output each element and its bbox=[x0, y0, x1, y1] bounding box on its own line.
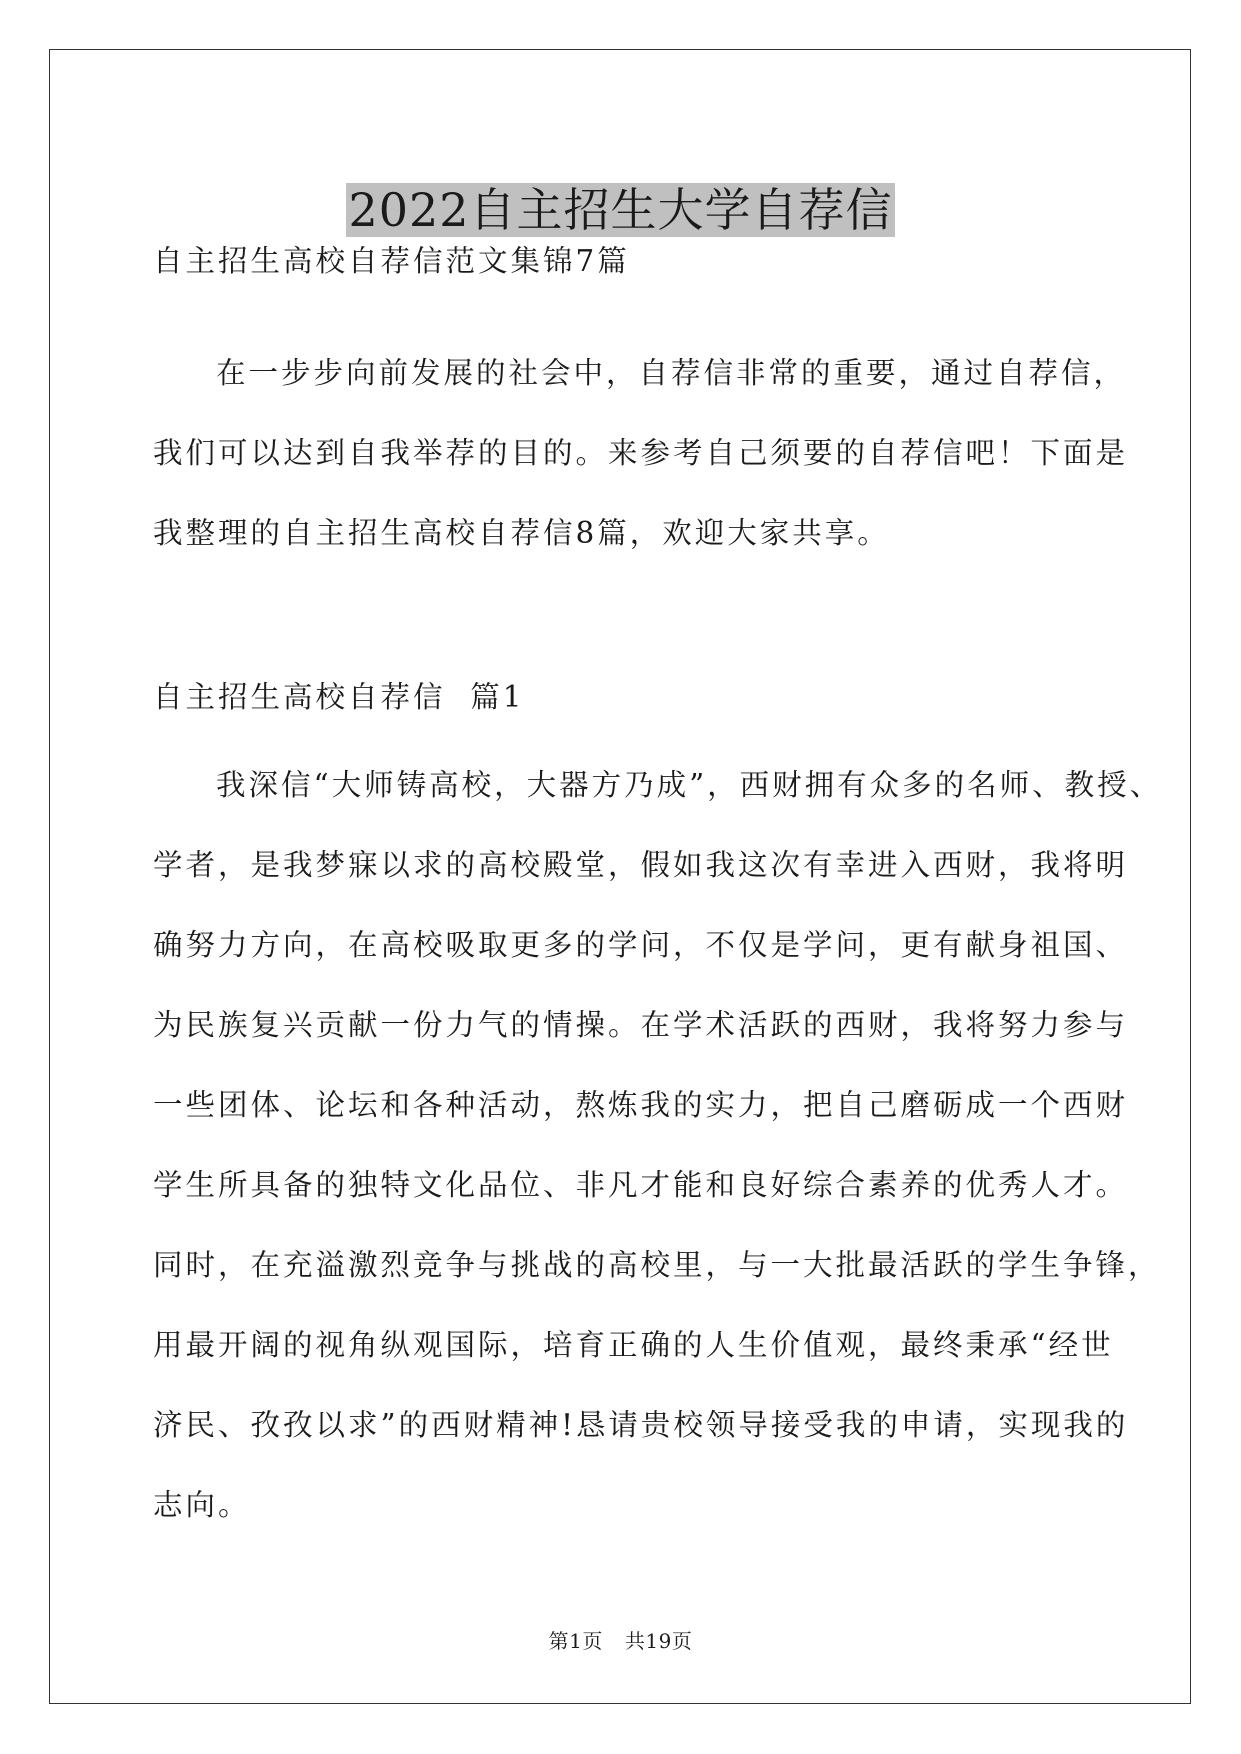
body-line: 确努力方向，在高校吸取更多的学问，不仅是学问，更有献身祖国、 bbox=[153, 928, 1129, 962]
section-heading-text: 自主招生高校自荐信 篇1 bbox=[153, 680, 525, 714]
document-title-text: 2022自主招生大学自荐信 bbox=[348, 182, 893, 237]
body-line: 学者，是我梦寐以求的高校殿堂，假如我这次有幸进入西财，我将明 bbox=[153, 848, 1129, 882]
document-subtitle bbox=[153, 221, 1103, 301]
body-line: 我深信“大师铸高校，大器方乃成”，西财拥有众多的名师、教授、 bbox=[216, 768, 1163, 802]
subtitle-line: 自主招生高校自荐信范文集锦7篇 bbox=[153, 244, 630, 278]
intro-paragraph bbox=[153, 333, 1129, 573]
intro-line: 在一步步向前发展的社会中，自荐信非常的重要，通过自荐信， bbox=[216, 356, 1127, 390]
page-number: 第1页 bbox=[548, 1629, 603, 1653]
intro-line: 我整理的自主招生高校自荐信8篇，欢迎大家共享。 bbox=[153, 516, 890, 550]
body-line: 为民族复兴贡献一份力气的情操。在学术活跃的西财，我将努力参与 bbox=[153, 1008, 1129, 1042]
intro-line: 我们可以达到自我举荐的目的。来参考自己须要的自荐信吧！下面是 bbox=[153, 436, 1129, 470]
body-line: 学生所具备的独特文化品位、非凡才能和良好综合素养的优秀人才。 bbox=[153, 1168, 1129, 1202]
body-line: 用最开阔的视角纵观国际，培育正确的人生价值观，最终秉承“经世 bbox=[153, 1328, 1114, 1362]
section-heading bbox=[153, 657, 1103, 737]
body-line: 同时，在充溢激烈竞争与挑战的高校里，与一大批最活跃的学生争锋， bbox=[153, 1248, 1161, 1282]
page-footer bbox=[0, 1625, 1241, 1654]
body-paragraph bbox=[153, 745, 1163, 1545]
body-line: 一些团体、论坛和各种活动，熬炼我的实力，把自己磨砺成一个西财 bbox=[153, 1088, 1129, 1122]
body-line: 济民、孜孜以求”的西财精神!恳请贵校领导接受我的申请，实现我的 bbox=[153, 1408, 1129, 1442]
body-line: 志向。 bbox=[153, 1488, 251, 1522]
total-pages: 共19页 bbox=[624, 1629, 693, 1653]
